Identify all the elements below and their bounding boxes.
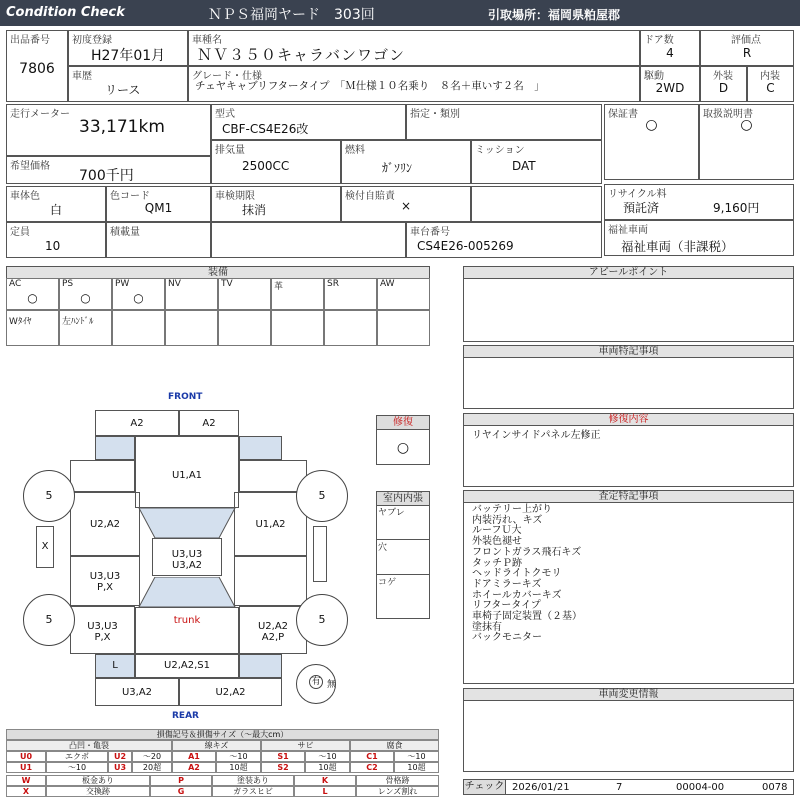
equip-label: AC [9,279,22,289]
legend-desc: 20超 [132,762,172,773]
equip-blank-3 [218,310,271,346]
insurance-cell [341,186,471,222]
rear-label: REAR [172,711,199,721]
legend-code: U3 [108,762,132,773]
blank-cell-6 [211,222,406,258]
legend-desc: ガラスヒビ [212,786,294,797]
drive-cell [640,66,700,102]
equip-value: ○ [133,291,144,305]
code-label: 色コード [110,191,150,202]
legend-title: 損傷記号＆損傷サイズ（〜最大cm） [6,729,439,740]
history-label: 車歴 [72,71,92,82]
legend-group: 凸凹・亀裂 [6,740,172,751]
inspection-expiry: 抹消 [242,203,267,217]
legend-code: L [294,786,356,797]
list-item: ホイールカバーキズ [472,589,562,601]
capacity: 10 [45,239,61,253]
mission-cell [471,140,602,184]
car-cell [188,30,640,66]
disp-cell [211,140,341,184]
windshield [135,508,239,538]
list-item: 外装色褪せ [472,536,522,548]
legend-row-3 [6,775,439,786]
left-side-panel: X [36,526,54,568]
interior-hole: 穴 [378,543,388,553]
list-item: ドアミラーキズ [472,578,542,590]
legend-desc: 10超 [394,762,439,773]
check-code: 00004-00 [676,782,725,793]
car-label: 車種名 [192,35,222,46]
appeal-section [463,266,794,342]
legend-code: U2 [108,751,132,762]
legend-desc: 〜10 [305,751,350,762]
legend-desc: 骨格跡 [356,775,439,786]
notes-section [463,345,794,409]
recycle-amount: 9,160円 [713,201,760,215]
legend-row-2 [6,762,439,773]
list-item: フロントガラス飛石キズ [472,546,582,558]
legend-code: P [150,775,212,786]
eval-score: R [742,46,752,60]
list-item: ヘッドライトクモリ [472,568,562,580]
right-front-door: U1,A2 [234,492,307,556]
equip-pw [112,278,165,310]
appeal-label: アピールポイント [464,267,793,279]
eval-cell [700,30,794,66]
check-seq: 0078 [762,782,788,793]
legend-code: G [150,786,212,797]
equip-aw [377,278,430,310]
designation-cell [406,104,602,140]
body-color: 白 [49,203,62,217]
front-left-panel: A2 [95,410,179,436]
eval-label: 評価点 [731,35,761,46]
mission-type: DAT [512,159,536,173]
changes-section [463,688,794,772]
first-registration: H27年01月 [91,48,166,64]
grade-cell [188,66,640,102]
blank-cell-5 [471,186,602,222]
designation-label: 指定・類別 [410,109,460,120]
legend-desc: 〜10 [394,751,439,762]
model-cell [211,104,406,140]
reg-label: 初度登録 [72,35,112,46]
equip-lefthandle [59,310,112,346]
model-label: 型式 [215,109,235,120]
equip-label: TV [221,279,233,289]
recycle-cell [604,184,794,220]
equip-label: 左ﾊﾝﾄﾞﾙ [62,317,94,327]
roof-panel: U3,U3 U3,A2 [152,538,222,576]
legend-code: W [6,775,46,786]
legend-code: S2 [261,762,305,773]
mileage-cell [6,104,211,156]
left-front-fender [70,460,135,492]
legend-desc: 10超 [305,762,350,773]
equip-label: NV [168,279,181,289]
legend-code: S1 [261,751,305,762]
door-cell [640,30,700,66]
check-date: 2026/01/21 [512,782,570,793]
equip-label: Wﾀｲﾔ [9,317,32,327]
manual-label: 取扱説明書 [703,109,753,120]
legend-group: 腐食 [350,740,439,751]
front-left-corner [95,436,135,460]
legend-code: A2 [172,762,216,773]
equip-tv [218,278,271,310]
spare-none: 無 [327,680,337,690]
code-cell [106,186,211,222]
recycle-status: 預託済 [623,201,660,215]
left-quarter: U3,U3 P,X [70,606,135,654]
warranty-cell [604,104,699,180]
inspection-notes-label: 査定特記事項 [464,491,793,503]
lot-number: 7806 [19,61,55,77]
rear-window [135,577,239,607]
capacity-label: 定員 [10,227,30,238]
equip-nv [165,278,218,310]
trunk-panel: trunk [135,607,239,654]
color-cell [6,186,106,222]
fuel-label: 燃料 [345,145,365,156]
manual-cell [699,104,794,180]
price-cell [6,156,211,184]
interior-tear: ヤブレ [378,508,405,518]
equip-value: ○ [80,291,91,305]
legend-groups [6,740,439,751]
check-num: 7 [616,782,623,793]
warranty-label: 保証書 [608,109,638,120]
equip-label: 革 [274,282,284,292]
front-label: FRONT [168,392,203,402]
equip-ac [6,278,59,310]
equip-blank-6 [377,310,430,346]
right-quarter: U2,A2 A2,P [239,606,307,654]
equip-blank-2 [165,310,218,346]
mileage-label: 走行メーター [10,109,70,120]
repair-value: ○ [396,440,410,456]
legend-code: X [6,786,46,797]
inspection-label: 車検期限 [215,191,255,202]
int-cell [747,66,794,102]
inspection-notes-list [472,505,582,644]
color-code: QM1 [144,201,173,215]
equip-value: ○ [27,291,38,305]
equip-label: PW [115,279,130,289]
legend-desc: 塗装あり [212,775,294,786]
app-title: Condition Check [6,5,125,20]
ext-label: 外装 [713,71,733,82]
reg-cell [68,30,188,66]
manual-value: ○ [740,117,753,133]
grade-label: グレード・仕様 [192,71,262,82]
list-item: 塗抹有 [472,621,502,633]
capacity-cell [6,222,106,258]
pickup-location: 引取場所：福岡県粕屋郡 [488,8,621,22]
rear-bumper-left: U3,A2 [95,678,179,706]
rear-bumper-right: U2,A2 [179,678,282,706]
price-label: 希望価格 [10,161,50,172]
mileage: 33,171km [79,117,165,137]
spare-present: 有 [309,675,323,689]
right-slide-door [234,556,307,606]
legend-code: K [294,775,356,786]
repair-detail-section [463,413,794,487]
door-count: 4 [666,46,674,60]
fuel-cell [341,140,471,184]
drive-label: 駆動 [644,71,664,82]
list-item: バックモニター [472,632,542,644]
interior-tear-row [376,505,430,540]
legend-code: C2 [350,762,394,773]
legend-desc: レンズ割れ [356,786,439,797]
ext-score: D [718,81,729,95]
displacement: 2500CC [242,159,290,173]
tire-front-right: 5 [296,470,348,522]
front-right-corner [239,436,282,460]
legend-code: U0 [6,751,46,762]
legend-group: サビ [261,740,350,751]
chassis-number: CS4E26-005269 [417,239,514,253]
footer-bar [463,779,794,795]
windshield-glass [139,508,235,538]
repair-detail-text: リヤインサイドパネル左修正 [472,430,601,441]
front-right-panel: A2 [179,410,239,436]
welfare-value: 福祉車両（非課税） [621,239,734,254]
door-label: ドア数 [644,35,674,46]
insurance-label: 検付自賠責 [345,191,395,202]
rear-right-lamp [239,654,282,678]
equip-ps [59,278,112,310]
welfare-cell [604,220,794,256]
desired-price: 700千円 [79,168,134,184]
disp-label: 排気量 [215,145,245,156]
tire-rear-left: 5 [23,594,75,646]
tire-front-left: 5 [23,470,75,522]
int-label: 内装 [760,71,780,82]
equip-label: SR [327,279,339,289]
load-cell [106,222,211,258]
left-front-door: U2,A2 [70,492,140,556]
model-code: CBF-CS4E26改 [222,122,309,136]
legend-desc: 〜10 [216,751,261,762]
warranty-value: ○ [645,117,658,133]
equip-label: PS [62,279,74,289]
left-rear-door: U3,U3 P,X [70,556,140,606]
legend-row-4 [6,786,439,797]
equip-leather [271,278,324,310]
color-label: 車体色 [10,191,40,202]
repair-box [376,415,430,465]
rear-left-lamp: L [95,654,135,678]
interior-burn: コゲ [378,578,397,588]
equip-blank-1 [112,310,165,346]
repair-label: 修復 [377,416,429,430]
auction-title: ＮＰＳ福岡ヤード 303回 [208,7,375,23]
equip-sr [324,278,377,310]
load-label: 積載量 [110,227,140,238]
list-item: 内装汚れ、キズ [472,514,543,526]
equipment-title: 装備 [7,267,429,279]
rear-window-glass [139,577,235,607]
legend-code: A1 [172,751,216,762]
equip-blank-5 [324,310,377,346]
drive-type: 2WD [655,81,685,95]
mission-label: ミッション [475,145,525,156]
legend-desc: 〜10 [46,762,108,773]
insurance-value: × [400,199,412,213]
check-label: チェック [464,781,505,792]
inspection-notes-section [463,490,794,684]
interior-burn-row [376,575,430,619]
repair-detail-label: 修復内容 [464,414,793,426]
legend-desc: 板金あり [46,775,150,786]
interior-hole-row [376,540,430,575]
changes-label: 車両変更情報 [464,689,793,701]
legend-desc: 〜20 [132,751,172,762]
recycle-label: リサイクル料 [608,189,667,200]
hood-panel: U1,A1 [135,436,239,508]
equip-label: AW [380,279,395,289]
welfare-label: 福祉車両 [608,225,648,236]
lot-label: 出品番号 [10,35,50,46]
legend-code: C1 [350,751,394,762]
notes-label: 車両特記事項 [464,346,793,358]
list-item: タッチＰ跡 [472,557,522,569]
car-name: ＮＶ３５０キャラバンワゴン [197,46,406,64]
legend-row-1 [6,751,439,762]
rear-center-panel: U2,A2,S1 [135,654,239,678]
list-item: バッテリー上がり [472,504,552,515]
tire-rear-right: 5 [296,594,348,646]
inspection-cell [211,186,341,222]
list-item: 車椅子固定装置（２基） [472,611,582,623]
equip-wtire [6,310,59,346]
legend-code: U1 [6,762,46,773]
list-item: ルーフＵ大 [472,525,522,537]
equip-blank-4 [271,310,324,346]
fuel-type: ｶﾞｿﾘﾝ [382,161,413,175]
chassis-cell [406,222,602,258]
list-item: リフタータイプ [472,600,541,612]
legend-desc: エクボ [46,751,108,762]
right-side-panel [313,526,327,582]
grade-spec: チェヤキャブリフタータイプ 「Ｍ仕様１０名乗り ８名＋車いす２名 」 [195,80,545,92]
car-history: リース [105,83,141,97]
int-score: C [766,81,775,95]
legend-group: 線キズ [172,740,261,751]
legend-desc: 交換跡 [46,786,150,797]
lot-cell [6,30,68,102]
chassis-label: 車台番号 [410,227,450,238]
history-cell [68,66,188,102]
interior-label: 室内内張 [377,492,429,506]
legend-desc: 10超 [216,762,261,773]
ext-cell [700,66,747,102]
